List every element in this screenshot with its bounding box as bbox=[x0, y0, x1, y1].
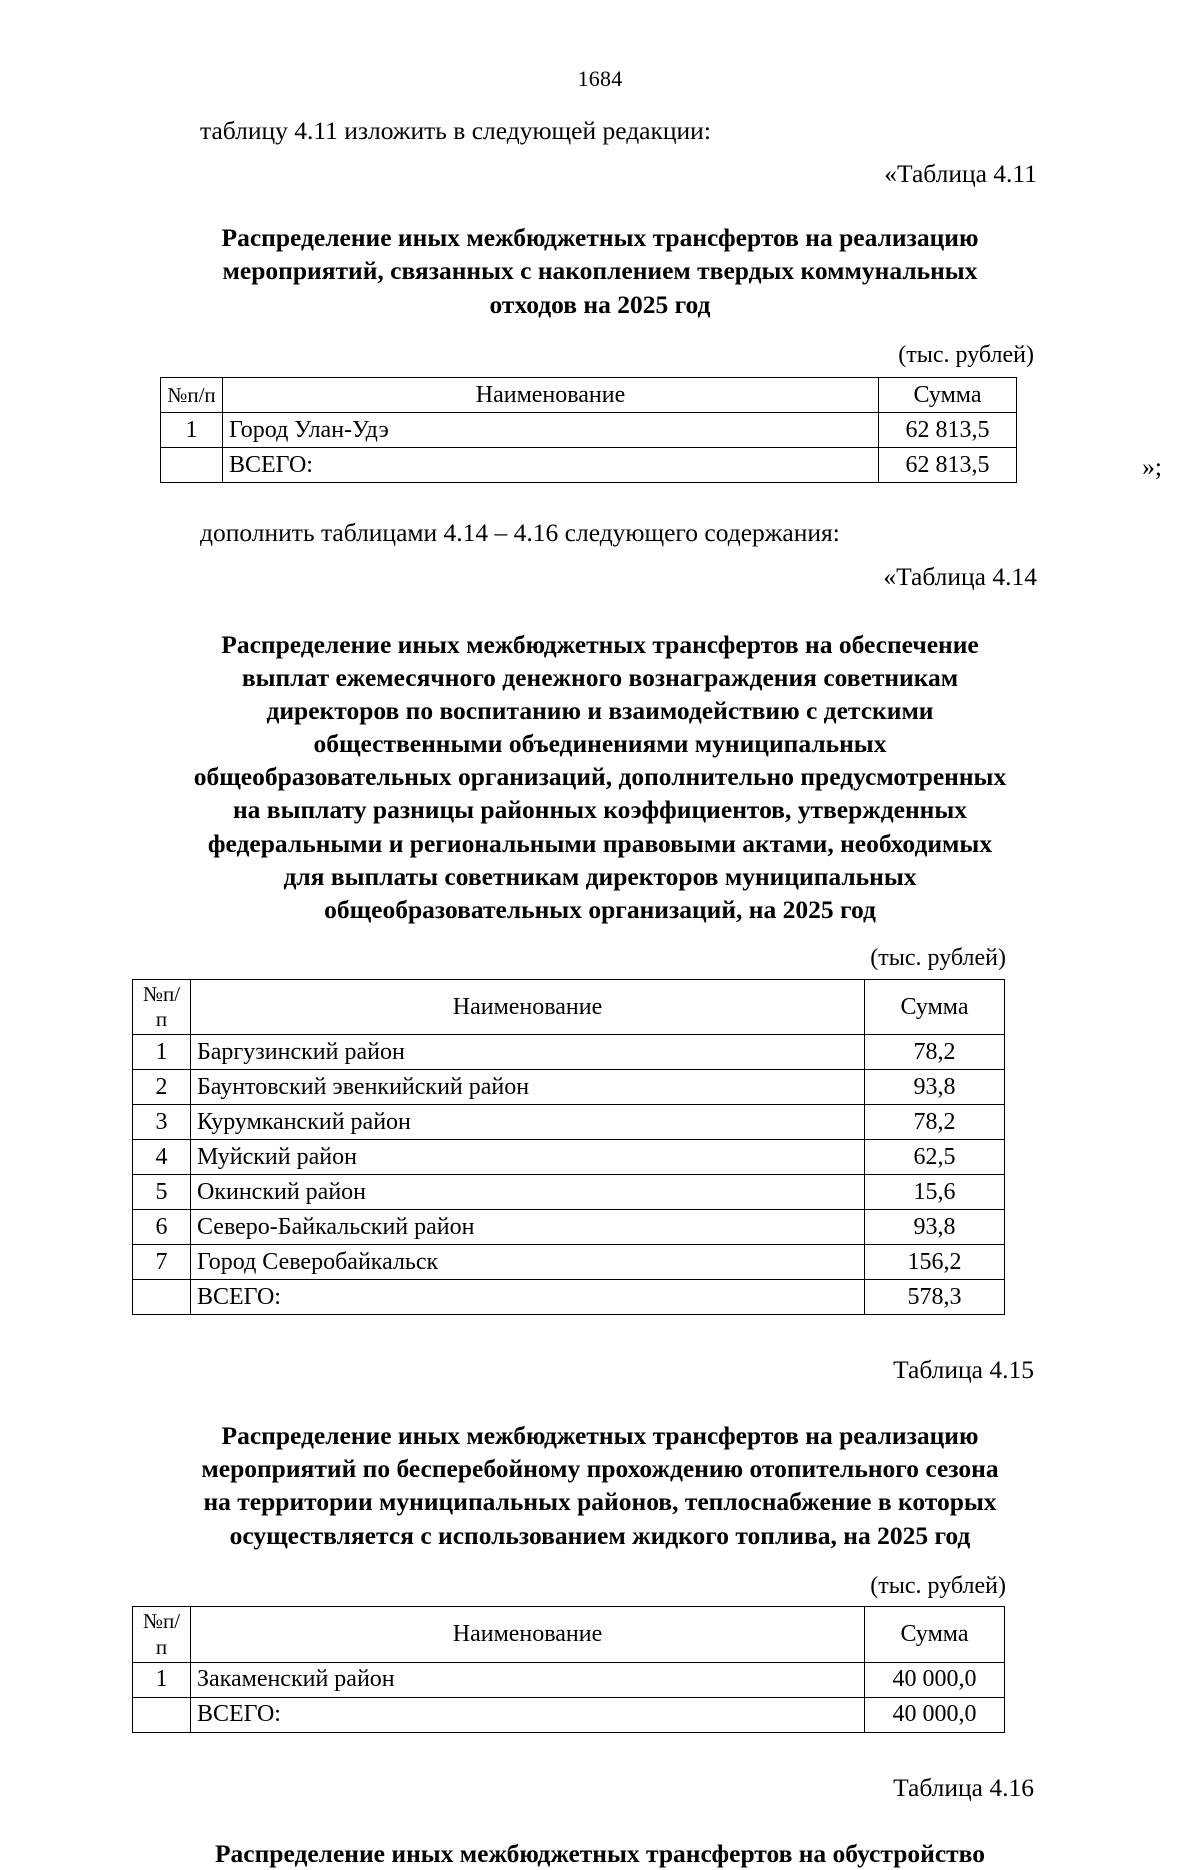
cell-number: 4 bbox=[133, 1140, 191, 1175]
cell-name: Окинский район bbox=[191, 1175, 865, 1210]
table-416-title: Распределение иных межбюджетных трансфертов на обустройство bbox=[214, 1838, 986, 1868]
table-header-row bbox=[133, 979, 1005, 1034]
cell-name: Северо-Байкальский район bbox=[191, 1210, 865, 1245]
table-411-reference: «Таблица 4.11 bbox=[884, 159, 1037, 189]
cell-sum: 62,5 bbox=[865, 1140, 1005, 1175]
cell-name: Баунтовский эвенкийский район bbox=[191, 1070, 865, 1105]
cell-name: ВСЕГО: bbox=[191, 1697, 865, 1732]
table-row-total bbox=[161, 448, 1017, 483]
table-416-label: Таблица 4.16 bbox=[893, 1772, 1034, 1802]
cell-number: 7 bbox=[133, 1245, 191, 1280]
cell-sum: 93,8 bbox=[865, 1070, 1005, 1105]
table-411 bbox=[160, 377, 1017, 483]
column-header-name: Наименование bbox=[223, 378, 879, 413]
cell-number: 1 bbox=[133, 1035, 191, 1070]
cell-sum: 78,2 bbox=[865, 1035, 1005, 1070]
column-header-sum: Сумма bbox=[865, 979, 1005, 1034]
table-row-total bbox=[133, 1697, 1005, 1732]
cell-sum: 93,8 bbox=[865, 1210, 1005, 1245]
cell-number bbox=[161, 448, 223, 483]
table-header-row bbox=[161, 378, 1017, 413]
cell-number: 1 bbox=[161, 413, 223, 448]
table-411-title: Распределение иных межбюджетных трансфертов на реализацию мероприятий, связанных с накоплением твердых коммунальных отходов на 2025 год bbox=[221, 223, 979, 319]
table-row-total bbox=[133, 1280, 1005, 1315]
table-411-closing-mark: »; bbox=[1142, 451, 1162, 481]
cell-sum: 62 813,5 bbox=[879, 413, 1017, 448]
intro-paragraph: таблицу 4.11 изложить в следующей редакции: bbox=[200, 116, 711, 145]
cell-number bbox=[133, 1697, 191, 1732]
cell-number: 6 bbox=[133, 1210, 191, 1245]
table-415 bbox=[132, 1606, 1005, 1732]
column-header-number: №п/п bbox=[161, 378, 223, 413]
table-row bbox=[133, 1210, 1005, 1245]
cell-name: Город Северобайкальск bbox=[191, 1245, 865, 1280]
table-415-wrapper bbox=[0, 1606, 1200, 1732]
table-row bbox=[133, 1662, 1005, 1697]
table-415-units: (тыс. рублей) bbox=[870, 1572, 1006, 1599]
table-411-units: (тыс. рублей) bbox=[898, 341, 1034, 368]
table-414-reference: «Таблица 4.14 bbox=[883, 561, 1037, 591]
cell-number: 3 bbox=[133, 1105, 191, 1140]
cell-name: Курумканский район bbox=[191, 1105, 865, 1140]
table-415-label: Таблица 4.15 bbox=[893, 1355, 1034, 1385]
table-row bbox=[133, 1105, 1005, 1140]
page-number: 1684 bbox=[577, 66, 623, 91]
cell-sum: 40 000,0 bbox=[865, 1697, 1005, 1732]
table-row bbox=[133, 1245, 1005, 1280]
table-row bbox=[133, 1140, 1005, 1175]
table-row bbox=[133, 1070, 1005, 1105]
column-header-sum: Сумма bbox=[865, 1607, 1005, 1662]
table-row bbox=[161, 413, 1017, 448]
cell-name: Закаменский район bbox=[191, 1662, 865, 1697]
cell-number: 1 bbox=[133, 1662, 191, 1697]
cell-number: 2 bbox=[133, 1070, 191, 1105]
cell-sum: 62 813,5 bbox=[879, 448, 1017, 483]
cell-name: ВСЕГО: bbox=[191, 1280, 865, 1315]
table-411-wrapper bbox=[0, 377, 1200, 483]
table-row bbox=[133, 1035, 1005, 1070]
cell-number: 5 bbox=[133, 1175, 191, 1210]
cell-number bbox=[133, 1280, 191, 1315]
column-header-name: Наименование bbox=[191, 1607, 865, 1662]
cell-sum: 78,2 bbox=[865, 1105, 1005, 1140]
cell-name: Город Улан-Удэ bbox=[223, 413, 879, 448]
mid-paragraph: дополнить таблицами 4.14 – 4.16 следующего содержания: bbox=[200, 518, 840, 548]
cell-name: ВСЕГО: bbox=[223, 448, 879, 483]
cell-sum: 15,6 bbox=[865, 1175, 1005, 1210]
cell-sum: 40 000,0 bbox=[865, 1662, 1005, 1697]
cell-sum: 156,2 bbox=[865, 1245, 1005, 1280]
column-header-number: №п/п bbox=[133, 1607, 191, 1662]
cell-sum: 578,3 bbox=[865, 1280, 1005, 1315]
table-415-title: Распределение иных межбюджетных трансфертов на реализацию мероприятий по бесперебойному прохождению отопительного сезона на территории муниципальных районов, теплоснабжение в которых осуществляется с использованием жидкого топлива, на 2025 год bbox=[201, 1421, 999, 1550]
table-414-title: Распределение иных межбюджетных трансфертов на обеспечение выплат ежемесячного денежного вознаграждения советникам директоров по воспитанию и взаимодействию с детскими общественными объединениями муниципальных общеобразовательных организаций, дополнительно предусмотренных на выплату разницы районных коэффициентов, утвержденных федеральными и региональными правовыми актами, необходимых для выплаты советникам директоров муниципальных общеобразовательных организаций, на 2025 год bbox=[193, 629, 1007, 924]
table-header-row bbox=[133, 1607, 1005, 1662]
column-header-number: №п/п bbox=[133, 979, 191, 1034]
cell-name: Баргузинский район bbox=[191, 1035, 865, 1070]
table-row bbox=[133, 1175, 1005, 1210]
table-414-wrapper bbox=[0, 979, 1200, 1315]
table-414-units: (тыс. рублей) bbox=[870, 944, 1006, 971]
cell-name: Муйский район bbox=[191, 1140, 865, 1175]
column-header-name: Наименование bbox=[191, 979, 865, 1034]
column-header-sum: Сумма bbox=[879, 378, 1017, 413]
table-414 bbox=[132, 979, 1005, 1315]
